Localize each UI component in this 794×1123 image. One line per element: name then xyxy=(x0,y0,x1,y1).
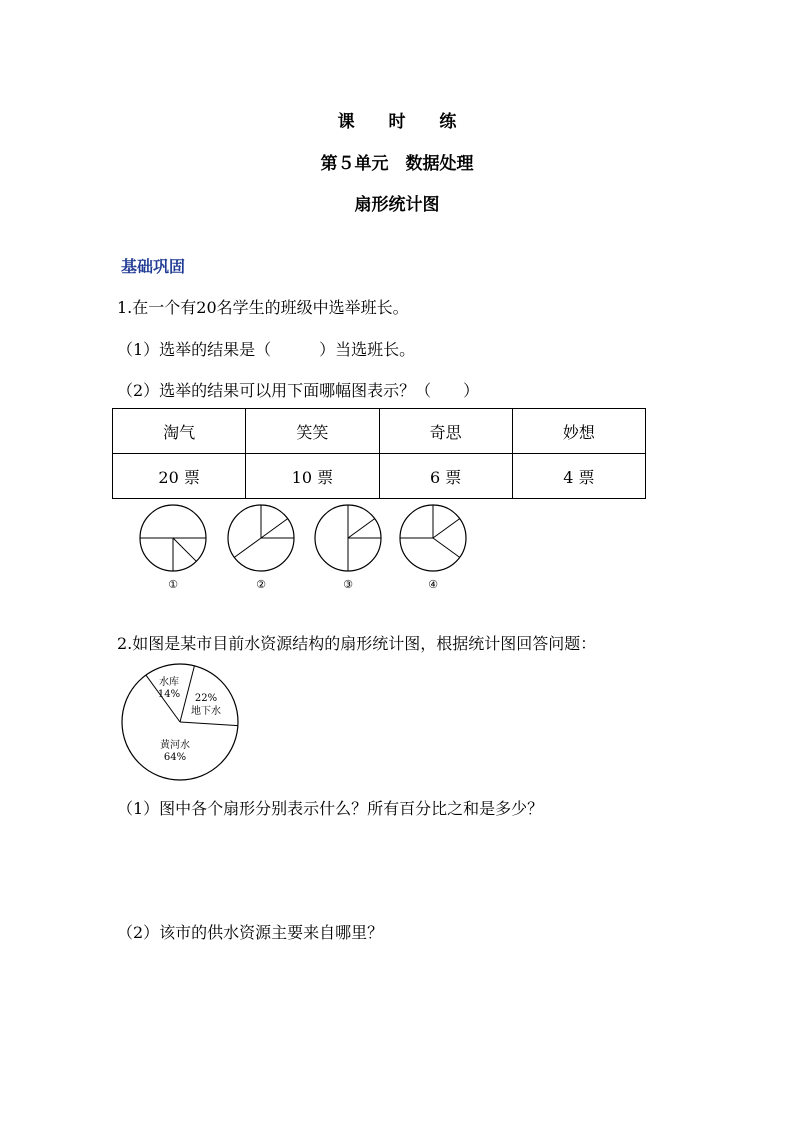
slice-boundary-groundwater-yellow-river xyxy=(180,722,238,726)
pie-option-2[interactable] xyxy=(228,505,294,591)
table-row xyxy=(113,454,646,499)
table-cell-name: 妙想 xyxy=(512,409,645,454)
question-1-stem: 1.在一个有20名学生的班级中选举班长。 xyxy=(117,298,409,317)
pie-option-label: ③ xyxy=(343,578,353,591)
question-2-part-2: （2）该市的供水资源主要来自哪里？ xyxy=(117,923,384,942)
pie-option-label: ① xyxy=(168,578,178,591)
question-1-part-2: （2）选举的结果可以用下面哪幅图表示？（ ） xyxy=(117,381,480,400)
slice-label-percent: 22% xyxy=(194,693,218,704)
table-cell-votes: 20 票 xyxy=(113,454,246,499)
slice-label-percent: 14% xyxy=(157,689,181,700)
table-cell-name: 笑笑 xyxy=(246,409,379,454)
table-cell-votes: 10 票 xyxy=(246,454,379,499)
pie-option-1[interactable] xyxy=(140,505,206,591)
page-title: 课 时 练 xyxy=(337,112,471,132)
table-cell-name: 奇思 xyxy=(379,409,512,454)
slice-label-name: 黄河水 xyxy=(160,740,190,751)
pie-options xyxy=(132,503,492,598)
pie-option-label: ② xyxy=(256,578,266,591)
question-1-part-1: （1）选举的结果是（ ）当选班长。 xyxy=(117,340,416,359)
table-cell-votes: 4 票 xyxy=(512,454,645,499)
pie-option-3[interactable] xyxy=(315,505,381,591)
pie-option-label: ④ xyxy=(428,578,438,591)
slice-label-name: 地下水 xyxy=(191,706,221,717)
water-resource-pie-chart xyxy=(118,660,242,784)
table-row xyxy=(113,409,646,454)
slice-label-percent: 64% xyxy=(163,752,187,763)
table-cell-name: 淘气 xyxy=(113,409,246,454)
vote-table xyxy=(112,408,646,499)
slice-label-name: 水库 xyxy=(159,677,179,688)
unit-title: 第５单元 数据处理 xyxy=(320,154,474,174)
pie-option-4[interactable] xyxy=(400,505,466,591)
question-2-part-1: （1）图中各个扇形分别表示什么？所有百分比之和是多少？ xyxy=(117,799,544,818)
lesson-title: 扇形统计图 xyxy=(354,195,440,215)
section-heading: 基础巩固 xyxy=(121,257,186,276)
question-2-stem: 2.如图是某市目前水资源结构的扇形统计图，根据统计图回答问题： xyxy=(117,634,597,653)
table-cell-votes: 6 票 xyxy=(379,454,512,499)
